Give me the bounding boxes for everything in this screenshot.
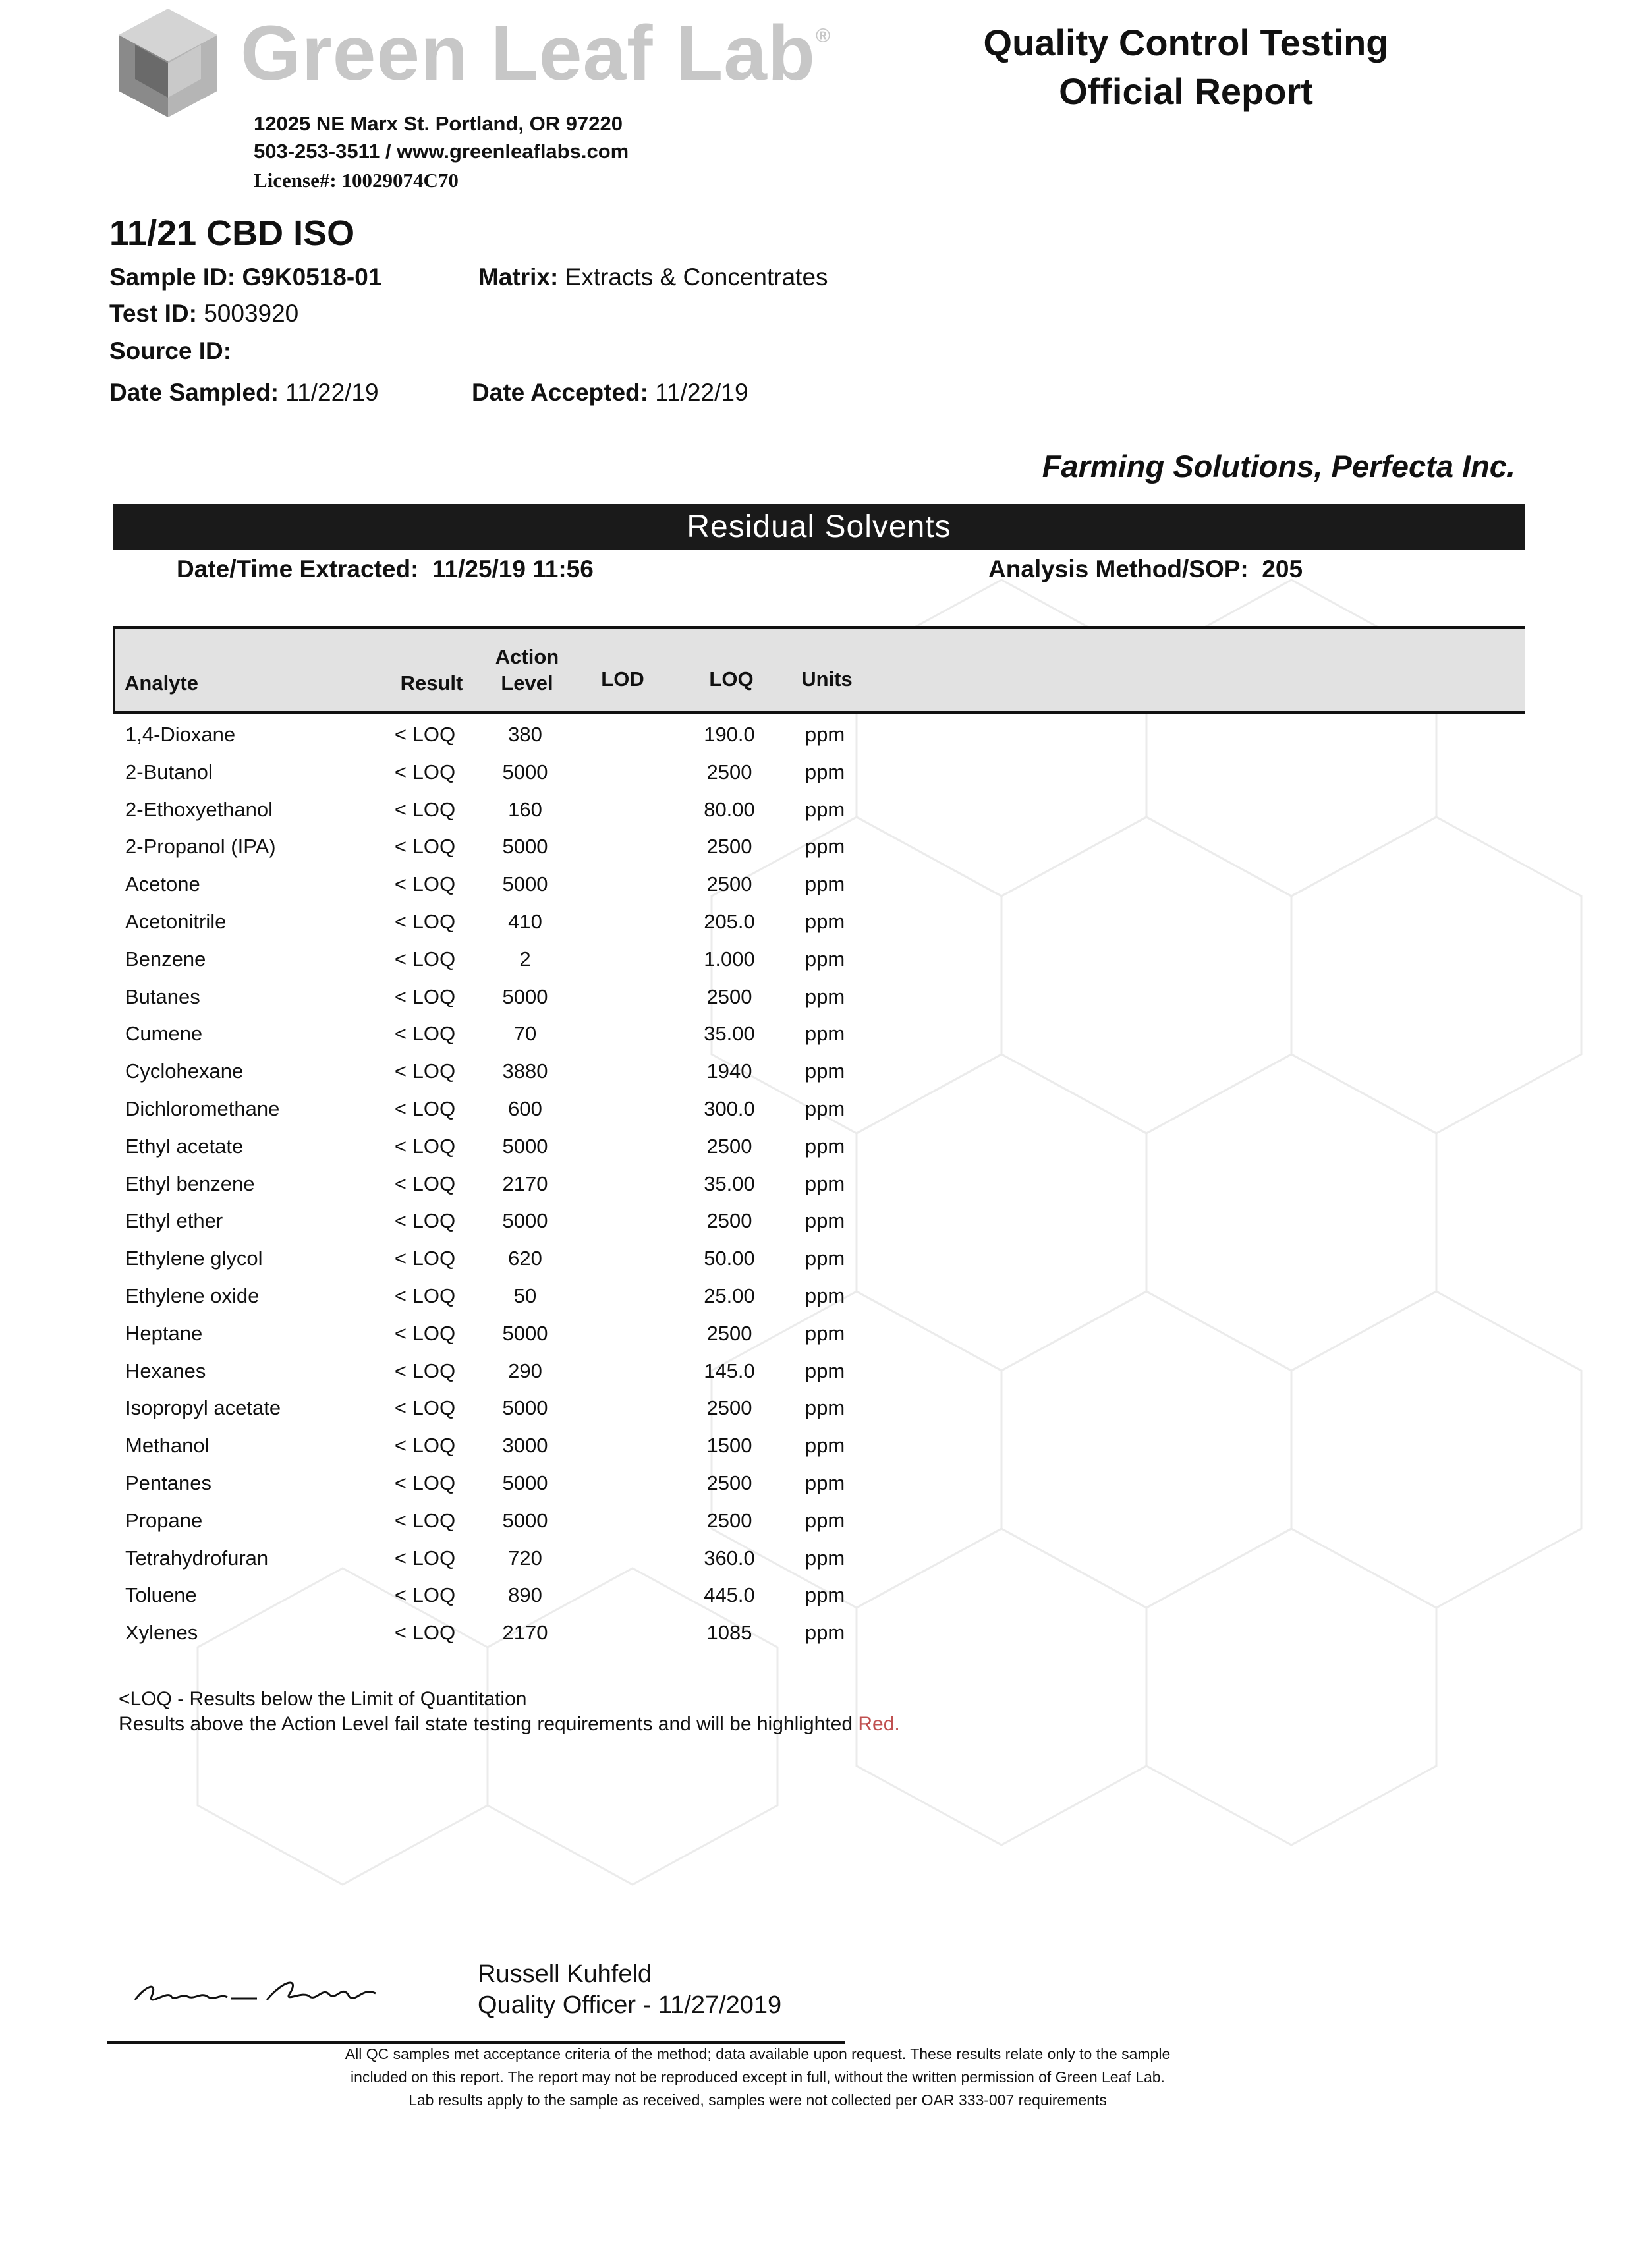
report-title-line2: Official Report bbox=[1059, 71, 1313, 112]
cell-units: ppm bbox=[804, 797, 845, 821]
table-row bbox=[113, 1539, 904, 1577]
cell-action-level: 410 bbox=[508, 910, 542, 933]
cell-loq: 35.00 bbox=[704, 1172, 755, 1195]
cell-loq: 2500 bbox=[706, 984, 752, 1008]
table-row bbox=[113, 940, 904, 978]
col-loq: LOQ bbox=[709, 667, 754, 691]
cell-loq: 145.0 bbox=[704, 1359, 755, 1382]
cell-analyte: Acetonitrile bbox=[125, 910, 227, 933]
matrix-value: Extracts & Concentrates bbox=[565, 264, 828, 291]
extracted-label: Date/Time Extracted: bbox=[177, 555, 419, 582]
extracted-value: 11/25/19 11:56 bbox=[432, 555, 594, 582]
cell-action-level: 70 bbox=[513, 1022, 537, 1046]
cell-result: < LOQ bbox=[394, 1172, 456, 1195]
disclaimer-line3: Lab results apply to the sample as received, samples were not collected per OAR 333-007 requirements bbox=[408, 2091, 1107, 2109]
table-row bbox=[113, 1576, 904, 1614]
cell-loq: 205.0 bbox=[704, 910, 755, 933]
cell-result: < LOQ bbox=[394, 947, 456, 971]
cell-action-level: 5000 bbox=[502, 835, 548, 859]
test-id-label: Test ID: bbox=[109, 300, 197, 327]
officer-signature bbox=[132, 1960, 382, 2020]
table-row bbox=[113, 978, 904, 1015]
cell-units: ppm bbox=[804, 1583, 845, 1607]
test-id-row bbox=[109, 300, 298, 327]
cell-result: < LOQ bbox=[394, 1060, 456, 1083]
cell-units: ppm bbox=[804, 760, 845, 783]
cell-analyte: Pentanes bbox=[125, 1471, 211, 1494]
section-title-bar: Residual Solvents bbox=[113, 504, 1525, 550]
cell-result: < LOQ bbox=[394, 1434, 456, 1458]
cell-result: < LOQ bbox=[394, 1621, 456, 1645]
date-sampled-row bbox=[109, 379, 379, 407]
cell-action-level: 2170 bbox=[502, 1172, 548, 1195]
table-row bbox=[113, 1277, 904, 1315]
cell-units: ppm bbox=[804, 1172, 845, 1195]
cell-analyte: Ethyl ether bbox=[125, 1209, 223, 1233]
method-label: Analysis Method/SOP: bbox=[988, 555, 1249, 582]
cell-loq: 2500 bbox=[706, 1321, 752, 1345]
table-row bbox=[113, 828, 904, 865]
cell-units: ppm bbox=[804, 1471, 845, 1494]
cell-loq: 445.0 bbox=[704, 1583, 755, 1607]
cell-analyte: Hexanes bbox=[125, 1359, 206, 1382]
cell-result: < LOQ bbox=[394, 910, 456, 933]
cell-loq: 360.0 bbox=[704, 1546, 755, 1570]
cell-result: < LOQ bbox=[394, 1134, 456, 1158]
cell-result: < LOQ bbox=[394, 1097, 456, 1120]
matrix-label: Matrix: bbox=[478, 264, 559, 291]
col-action-line1: Action bbox=[495, 645, 559, 668]
cell-units: ppm bbox=[804, 1321, 845, 1345]
cell-loq: 80.00 bbox=[704, 797, 755, 821]
cell-loq: 1.000 bbox=[704, 947, 755, 971]
table-row bbox=[113, 1052, 904, 1090]
cell-result: < LOQ bbox=[394, 1546, 456, 1570]
cell-result: < LOQ bbox=[394, 1396, 456, 1420]
footer-divider bbox=[107, 2041, 845, 2044]
cell-units: ppm bbox=[804, 1097, 845, 1120]
cell-action-level: 5000 bbox=[502, 1508, 548, 1532]
cell-units: ppm bbox=[804, 910, 845, 933]
method-row bbox=[988, 555, 1303, 583]
date-sampled-label: Date Sampled: bbox=[109, 379, 279, 406]
cell-loq: 2500 bbox=[706, 872, 752, 896]
lab-license: License#: 10029074C70 bbox=[254, 169, 459, 192]
method-value: 205 bbox=[1262, 555, 1303, 582]
cell-loq: 2500 bbox=[706, 1471, 752, 1494]
lab-contact: 503-253-3511 / www.greenleaflabs.com bbox=[254, 140, 629, 163]
table-row bbox=[113, 1427, 904, 1464]
cell-result: < LOQ bbox=[394, 760, 456, 783]
source-id-row bbox=[109, 337, 231, 365]
date-accepted-value: 11/22/19 bbox=[655, 379, 748, 406]
cell-units: ppm bbox=[804, 1396, 845, 1420]
cell-action-level: 5000 bbox=[502, 760, 548, 783]
cell-analyte: Ethyl acetate bbox=[125, 1134, 244, 1158]
cell-analyte: Acetone bbox=[125, 872, 200, 896]
cell-action-level: 50 bbox=[513, 1284, 537, 1307]
cell-action-level: 380 bbox=[508, 723, 542, 746]
cell-action-level: 5000 bbox=[502, 1471, 548, 1494]
cell-loq: 300.0 bbox=[704, 1097, 755, 1120]
source-id-label: Source ID: bbox=[109, 337, 232, 364]
date-sampled-value: 11/22/19 bbox=[285, 379, 379, 406]
table-row bbox=[113, 1090, 904, 1127]
action-note bbox=[119, 1713, 900, 1736]
cell-result: < LOQ bbox=[394, 984, 456, 1008]
cell-result: < LOQ bbox=[394, 1284, 456, 1307]
table-row bbox=[113, 865, 904, 903]
cell-action-level: 2170 bbox=[502, 1621, 548, 1645]
cell-loq: 2500 bbox=[706, 1134, 752, 1158]
cell-analyte: 2-Propanol (IPA) bbox=[125, 835, 276, 859]
cell-result: < LOQ bbox=[394, 1321, 456, 1345]
table-row bbox=[113, 1315, 904, 1352]
cell-result: < LOQ bbox=[394, 797, 456, 821]
cell-units: ppm bbox=[804, 1209, 845, 1233]
cell-action-level: 5000 bbox=[502, 1396, 548, 1420]
table-row bbox=[113, 1464, 904, 1502]
cell-result: < LOQ bbox=[394, 1359, 456, 1382]
cell-action-level: 890 bbox=[508, 1583, 542, 1607]
table-row bbox=[113, 1239, 904, 1277]
table-row bbox=[113, 1614, 904, 1651]
cell-analyte: 2-Ethoxyethanol bbox=[125, 797, 273, 821]
disclaimer-line2: included on this report. The report may not be reproduced except in full, without the written permission of Green Leaf Lab. bbox=[351, 2068, 1165, 2085]
cell-action-level: 5000 bbox=[502, 1321, 548, 1345]
col-units: Units bbox=[801, 667, 853, 691]
cell-analyte: Cumene bbox=[125, 1022, 203, 1046]
table-header bbox=[113, 626, 1525, 714]
cell-action-level: 620 bbox=[508, 1247, 542, 1270]
sample-id-value: G9K0518-01 bbox=[242, 264, 382, 291]
cell-result: < LOQ bbox=[394, 1471, 456, 1494]
table-row bbox=[113, 791, 904, 828]
cell-result: < LOQ bbox=[394, 835, 456, 859]
cell-action-level: 160 bbox=[508, 797, 542, 821]
cell-action-level: 600 bbox=[508, 1097, 542, 1120]
cell-analyte: Butanes bbox=[125, 984, 200, 1008]
table-row bbox=[113, 716, 904, 753]
cell-units: ppm bbox=[804, 872, 845, 896]
table-row bbox=[113, 903, 904, 940]
cell-analyte: Dichloromethane bbox=[125, 1097, 280, 1120]
officer-title-date: Quality Officer - 11/27/2019 bbox=[478, 1991, 782, 2019]
cell-loq: 2500 bbox=[706, 835, 752, 859]
date-accepted-label: Date Accepted: bbox=[472, 379, 648, 406]
cell-analyte: Isopropyl acetate bbox=[125, 1396, 281, 1420]
date-accepted-row bbox=[472, 379, 748, 407]
cell-units: ppm bbox=[804, 723, 845, 746]
cell-analyte: Toluene bbox=[125, 1583, 197, 1607]
report-title bbox=[949, 18, 1423, 116]
col-result: Result bbox=[400, 671, 463, 695]
cell-action-level: 720 bbox=[508, 1546, 542, 1570]
officer-name: Russell Kuhfeld bbox=[478, 1960, 652, 1988]
lab-name: Green Leaf Lab bbox=[240, 10, 816, 97]
report-title-line1: Quality Control Testing bbox=[983, 22, 1389, 63]
table-row bbox=[113, 1389, 904, 1427]
cell-units: ppm bbox=[804, 947, 845, 971]
cell-result: < LOQ bbox=[394, 872, 456, 896]
cell-loq: 2500 bbox=[706, 1209, 752, 1233]
test-id-value: 5003920 bbox=[204, 300, 299, 327]
cell-action-level: 3880 bbox=[502, 1060, 548, 1083]
cell-action-level: 5000 bbox=[502, 872, 548, 896]
cell-loq: 190.0 bbox=[704, 723, 755, 746]
cell-units: ppm bbox=[804, 1134, 845, 1158]
cell-result: < LOQ bbox=[394, 1022, 456, 1046]
cell-loq: 35.00 bbox=[704, 1022, 755, 1046]
lab-address: 12025 NE Marx St. Portland, OR 97220 bbox=[254, 112, 623, 135]
table-row bbox=[113, 1502, 904, 1539]
cell-units: ppm bbox=[804, 1060, 845, 1083]
col-lod: LOD bbox=[601, 667, 644, 691]
cell-analyte: Cyclohexane bbox=[125, 1060, 244, 1083]
cell-units: ppm bbox=[804, 835, 845, 859]
cell-result: < LOQ bbox=[394, 723, 456, 746]
cell-action-level: 290 bbox=[508, 1359, 542, 1382]
cell-loq: 50.00 bbox=[704, 1247, 755, 1270]
sample-id-row bbox=[109, 264, 381, 291]
cell-result: < LOQ bbox=[394, 1583, 456, 1607]
cell-action-level: 3000 bbox=[502, 1434, 548, 1458]
cell-loq: 25.00 bbox=[704, 1284, 755, 1307]
cell-units: ppm bbox=[804, 1508, 845, 1532]
extracted-row bbox=[177, 555, 594, 583]
table-row bbox=[113, 753, 904, 791]
cell-analyte: Methanol bbox=[125, 1434, 210, 1458]
cell-units: ppm bbox=[804, 1247, 845, 1270]
cell-units: ppm bbox=[804, 1434, 845, 1458]
cell-result: < LOQ bbox=[394, 1209, 456, 1233]
matrix-row bbox=[478, 264, 828, 291]
cell-analyte: Heptane bbox=[125, 1321, 203, 1345]
sample-id-label: Sample ID: bbox=[109, 264, 236, 291]
cell-analyte: Xylenes bbox=[125, 1621, 198, 1645]
cell-action-level: 5000 bbox=[502, 1134, 548, 1158]
cell-action-level: 5000 bbox=[502, 1209, 548, 1233]
cell-loq: 2500 bbox=[706, 1396, 752, 1420]
cell-units: ppm bbox=[804, 1359, 845, 1382]
col-action-line2: Level bbox=[501, 671, 553, 695]
cell-result: < LOQ bbox=[394, 1247, 456, 1270]
cell-loq: 2500 bbox=[706, 760, 752, 783]
loq-note: <LOQ - Results below the Limit of Quantitation bbox=[119, 1688, 527, 1710]
cell-analyte: Ethylene oxide bbox=[125, 1284, 260, 1307]
table-row bbox=[113, 1202, 904, 1239]
cell-analyte: Tetrahydrofuran bbox=[125, 1546, 269, 1570]
cell-action-level: 2 bbox=[519, 947, 531, 971]
cell-loq: 2500 bbox=[706, 1508, 752, 1532]
cell-loq: 1500 bbox=[706, 1434, 752, 1458]
cell-analyte: Ethylene glycol bbox=[125, 1247, 263, 1270]
cell-units: ppm bbox=[804, 1284, 845, 1307]
cell-units: ppm bbox=[804, 1546, 845, 1570]
cell-loq: 1085 bbox=[706, 1621, 752, 1645]
cell-analyte: Propane bbox=[125, 1508, 203, 1532]
table-row bbox=[113, 1352, 904, 1390]
cell-action-level: 5000 bbox=[502, 984, 548, 1008]
cell-units: ppm bbox=[804, 1621, 845, 1645]
cell-analyte: 2-Butanol bbox=[125, 760, 213, 783]
client-name: Farming Solutions, Perfecta Inc. bbox=[1042, 449, 1515, 484]
cell-units: ppm bbox=[804, 1022, 845, 1046]
cell-analyte: Benzene bbox=[125, 947, 206, 971]
table-row bbox=[113, 1127, 904, 1165]
cell-loq: 1940 bbox=[706, 1060, 752, 1083]
cell-units: ppm bbox=[804, 984, 845, 1008]
logo-cube-icon bbox=[105, 5, 231, 137]
action-note-text: Results above the Action Level fail state testing requirements and will be highlighted bbox=[119, 1713, 853, 1735]
col-analyte: Analyte bbox=[125, 671, 198, 695]
cell-analyte: Ethyl benzene bbox=[125, 1172, 255, 1195]
sample-name: 11/21 CBD ISO bbox=[109, 213, 355, 253]
action-note-red: Red. bbox=[858, 1713, 900, 1735]
table-row bbox=[113, 1015, 904, 1052]
disclaimer-line1: All QC samples met acceptance criteria of the method; data available upon request. These results relate only to the sample bbox=[345, 2045, 1171, 2062]
cell-analyte: 1,4-Dioxane bbox=[125, 723, 236, 746]
table-row bbox=[113, 1165, 904, 1203]
lab-logo-name: Green Leaf Lab® bbox=[240, 10, 831, 97]
cell-result: < LOQ bbox=[394, 1508, 456, 1532]
